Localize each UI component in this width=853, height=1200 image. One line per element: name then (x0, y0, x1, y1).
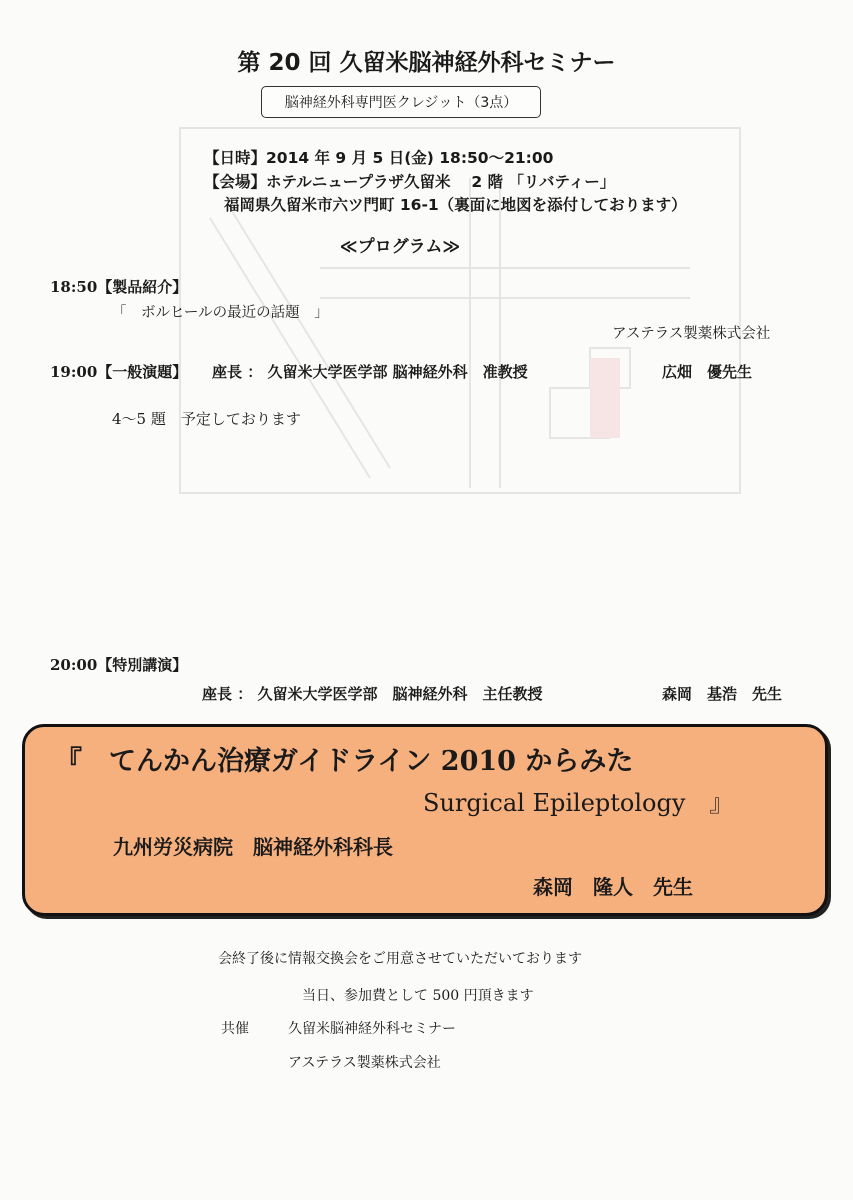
lecture-affiliation: 九州労災病院 脳神経外科科長 (113, 835, 393, 859)
program-time-2000: 20:00【特別講演】 (50, 656, 188, 674)
event-address: 福岡県久留米市六ツ門町 16-1（裏面に地図を添付しております） (224, 196, 687, 214)
product-topic: 「 ボルヒールの最近の話題 」 (112, 305, 329, 321)
program-time-1900: 19:00【一般演題】 (50, 363, 188, 381)
event-datetime: 【日時】2014 年 9 月 5 日(金) 18:50〜21:00 (204, 149, 554, 167)
credit-badge (261, 86, 541, 118)
program-time-1850: 18:50【製品紹介】 (50, 278, 188, 296)
cohost-company: アステラス製薬株式会社 (288, 1055, 441, 1071)
general-chair: 座長 ： 久留米大学医学部 脳神経外科 准教授 (212, 363, 528, 381)
lecture-speaker: 森岡 隆人 先生 (533, 875, 693, 899)
product-company: アステラス製薬株式会社 (612, 326, 771, 342)
special-chair: 座長 ： 久留米大学医学部 脳神経外科 主任教授 (202, 685, 543, 703)
general-chair-name: 広畑 優先生 (662, 363, 753, 381)
cohost-label: 共催 (221, 1021, 249, 1037)
event-venue: 【会場】ホテルニュープラザ久留米 2 階 「リバティー」 (204, 173, 616, 191)
credit-text: 脳神経外科専門医クレジット（3点） (284, 95, 518, 111)
footer-reception-note: 会終了後に情報交換会をご用意させていただいております (218, 951, 582, 967)
lecture-title-line2: Surgical Epileptology 』 (423, 789, 734, 817)
cohost-seminar: 久留米脳神経外科セミナー (288, 1021, 456, 1037)
lecture-title-line1: 『 てんかん治療ガイドライン 2010 からみた (55, 746, 634, 777)
footer-fee-note: 当日、参加費として 500 円頂きます (302, 988, 534, 1004)
general-note: 4～5 題 予定しております (112, 410, 301, 428)
special-lecture-box (22, 724, 828, 916)
program-heading: ≪プログラム≫ (339, 237, 461, 257)
page-title: 第 20 回 久留米脳神経外科セミナー (237, 50, 616, 76)
special-chair-name: 森岡 基浩 先生 (662, 685, 783, 703)
